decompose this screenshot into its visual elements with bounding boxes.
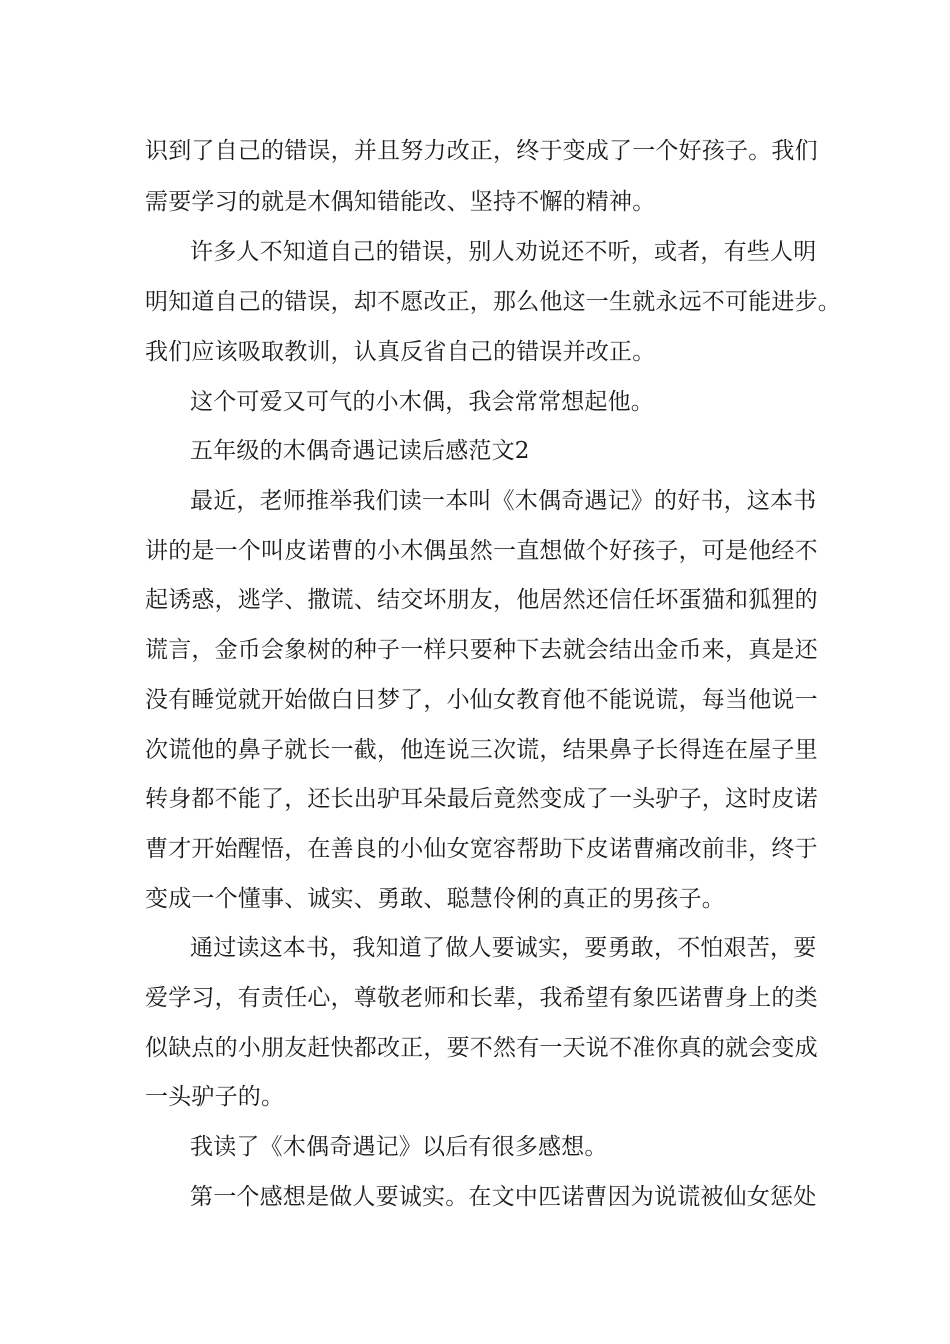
text-line: 似缺点的小朋友赶快都改正，要不然有一天说不准你真的就会变成 [145,1035,818,1061]
section-heading: 五年级的木偶奇遇记读后感范文2 [190,438,530,464]
text-line: 需要学习的就是木偶知错能改、坚持不懈的精神。 [145,189,656,215]
text-line: 次谎他的鼻子就长一截，他连说三次谎，结果鼻子长得连在屋子里 [145,737,818,763]
paragraph-start-line: 许多人不知道自己的错误，别人劝说还不听，或者，有些人明 [190,239,817,265]
paragraph-start-line: 我读了《木偶奇遇记》以后有很多感想。 [190,1134,608,1160]
text-line: 谎言，金币会象树的种子一样只要种下去就会结出金币来，真是还 [145,637,818,663]
text-line: 讲的是一个叫皮诺曹的小木偶虽然一直想做个好孩子，可是他经不 [145,538,818,564]
paragraph-start-line: 通过读这本书，我知道了做人要诚实，要勇敢，不怕艰苦，要 [190,935,817,961]
paragraph-start-line: 第一个感想是做人要诚实。在文中匹诺曹因为说谎被仙女惩处 [190,1184,817,1210]
text-line: 我们应该吸取教训，认真反省自己的错误并改正。 [145,339,656,365]
text-line: 没有睡觉就开始做白日梦了，小仙女教育他不能说谎，每当他说一 [145,687,818,713]
text-line: 转身都不能了，还长出驴耳朵最后竟然变成了一头驴子，这时皮诺 [145,786,818,812]
paragraph-start-line: 最近，老师推举我们读一本叫《木偶奇遇记》的好书，这本书 [190,488,817,514]
paragraph-start-line: 这个可爱又可气的小木偶，我会常常想起他。 [190,389,654,415]
text-line: 爱学习，有责任心，尊敬老师和长辈，我希望有象匹诺曹身上的类 [145,985,818,1011]
text-line: 识到了自己的错误，并且努力改正，终于变成了一个好孩子。我们 [145,138,818,164]
text-line: 一头驴子的。 [145,1084,285,1110]
text-line: 起诱惑，逃学、撒谎、结交坏朋友，他居然还信任坏蛋猫和狐狸的 [145,587,818,613]
text-line: 变成一个懂事、诚实、勇敢、聪慧伶俐的真正的男孩子。 [145,886,725,912]
text-line: 明知道自己的错误，却不愿改正，那么他这一生就永远不可能进步。 [145,289,841,315]
text-line: 曹才开始醒悟，在善良的小仙女宽容帮助下皮诺曹痛改前非，终于 [145,836,818,862]
